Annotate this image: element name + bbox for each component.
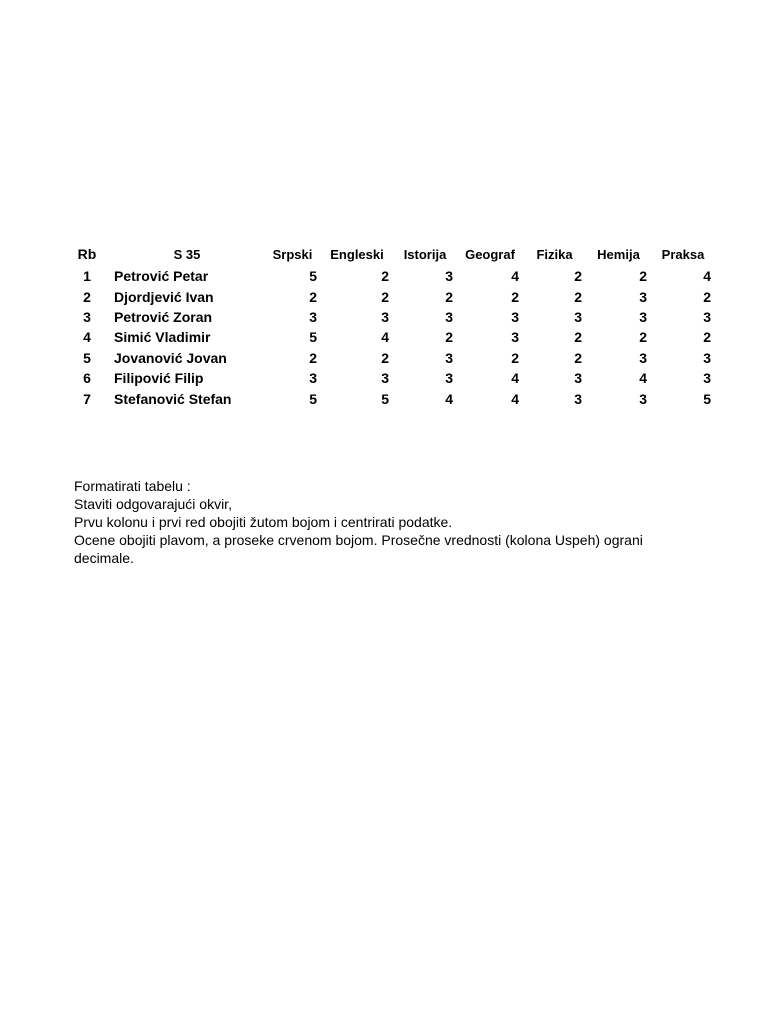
cell-grade-praksa[interactable]: 3 — [703, 349, 711, 366]
cell-grade-engleski[interactable]: 5 — [381, 390, 389, 407]
cell-grade-hemija[interactable]: 4 — [639, 370, 647, 387]
cell-grade-fizika[interactable]: 3 — [574, 390, 582, 407]
instruction-line: Prvu kolonu i prvi red obojiti žutom bojom i centrirati podatke. — [74, 514, 453, 530]
instruction-line: Ocene obojiti plavom, a proseke crvenom bojom. Prosečne vrednosti (kolona Uspeh) ograni — [74, 532, 643, 548]
cell-rb[interactable]: 2 — [83, 288, 91, 305]
table-row — [64, 307, 715, 327]
cell-grade-istorija[interactable]: 4 — [445, 390, 453, 407]
table-body — [64, 266, 715, 409]
cell-grade-srpski[interactable]: 5 — [309, 329, 317, 346]
table-row — [64, 388, 715, 408]
cell-grade-geograf[interactable]: 4 — [511, 268, 519, 285]
table-row — [64, 266, 715, 286]
cell-grade-istorija[interactable]: 2 — [445, 329, 453, 346]
cell-grade-istorija[interactable]: 3 — [445, 308, 453, 325]
cell-grade-hemija[interactable]: 2 — [639, 329, 647, 346]
cell-grade-srpski[interactable]: 3 — [309, 370, 317, 387]
table-row — [64, 327, 715, 347]
cell-grade-istorija[interactable]: 3 — [445, 268, 453, 285]
cell-grade-fizika[interactable]: 3 — [574, 370, 582, 387]
cell-grade-praksa[interactable]: 3 — [703, 308, 711, 325]
table-header — [64, 242, 715, 266]
cell-grade-fizika[interactable]: 2 — [574, 349, 582, 366]
cell-grade-istorija[interactable]: 3 — [445, 349, 453, 366]
header-subject-engleski[interactable]: Engleski — [330, 246, 384, 262]
cell-grade-engleski[interactable]: 3 — [381, 308, 389, 325]
cell-grade-fizika[interactable]: 2 — [574, 329, 582, 346]
cell-grade-praksa[interactable]: 4 — [703, 268, 711, 285]
header-class[interactable]: S 35 — [173, 246, 201, 262]
table-row — [64, 348, 715, 368]
cell-grade-engleski[interactable]: 3 — [381, 370, 389, 387]
cell-grade-geograf[interactable]: 2 — [511, 349, 519, 366]
instruction-line: decimale. — [74, 550, 134, 566]
cell-rb[interactable]: 3 — [83, 308, 91, 325]
instruction-line: Staviti odgovarajući okvir, — [74, 496, 232, 512]
header-subject-praksa[interactable]: Praksa — [661, 246, 705, 262]
header-subject-srpski[interactable]: Srpski — [272, 246, 313, 262]
cell-grade-srpski[interactable]: 5 — [309, 390, 317, 407]
cell-student-name[interactable]: Petrović Zoran — [114, 308, 213, 325]
cell-grade-geograf[interactable]: 4 — [511, 390, 519, 407]
header-subject-fizika[interactable]: Fizika — [536, 246, 573, 262]
cell-grade-geograf[interactable]: 3 — [511, 308, 519, 325]
cell-grade-srpski[interactable]: 2 — [309, 349, 317, 366]
cell-grade-fizika[interactable]: 3 — [574, 308, 582, 325]
cell-grade-istorija[interactable]: 2 — [445, 288, 453, 305]
instructions-text — [74, 477, 754, 567]
instruction-line: Formatirati tabelu : — [74, 478, 191, 494]
cell-grade-hemija[interactable]: 3 — [639, 390, 647, 407]
header-subject-istorija[interactable]: Istorija — [403, 246, 447, 262]
cell-student-name[interactable]: Jovanović Jovan — [114, 349, 227, 366]
grades-table — [64, 242, 715, 409]
header-subject-hemija[interactable]: Hemija — [597, 246, 640, 262]
cell-grade-istorija[interactable]: 3 — [445, 370, 453, 387]
cell-student-name[interactable]: Stefanović Stefan — [114, 390, 232, 407]
cell-grade-srpski[interactable]: 2 — [309, 288, 317, 305]
cell-student-name[interactable]: Djordjević Ivan — [114, 288, 214, 305]
cell-grade-fizika[interactable]: 2 — [574, 268, 582, 285]
cell-grade-hemija[interactable]: 3 — [639, 308, 647, 325]
cell-rb[interactable]: 6 — [83, 370, 91, 387]
cell-grade-praksa[interactable]: 2 — [703, 329, 711, 346]
cell-grade-fizika[interactable]: 2 — [574, 288, 582, 305]
cell-grade-engleski[interactable]: 2 — [381, 288, 389, 305]
cell-grade-praksa[interactable]: 2 — [703, 288, 711, 305]
cell-rb[interactable]: 7 — [83, 390, 91, 407]
cell-student-name[interactable]: Petrović Petar — [114, 268, 209, 285]
cell-grade-hemija[interactable]: 3 — [639, 288, 647, 305]
cell-rb[interactable]: 5 — [83, 349, 91, 366]
cell-grade-engleski[interactable]: 2 — [381, 349, 389, 366]
cell-grade-geograf[interactable]: 4 — [511, 370, 519, 387]
header-rb[interactable]: Rb — [77, 246, 97, 262]
cell-grade-srpski[interactable]: 3 — [309, 308, 317, 325]
cell-rb[interactable]: 4 — [83, 329, 91, 346]
cell-grade-geograf[interactable]: 3 — [511, 329, 519, 346]
header-subject-geograf[interactable]: Geograf — [465, 246, 515, 262]
header-row — [64, 242, 715, 266]
table-row — [64, 368, 715, 388]
table-row — [64, 286, 715, 306]
cell-grade-engleski[interactable]: 4 — [381, 329, 389, 346]
cell-grade-srpski[interactable]: 5 — [309, 268, 317, 285]
cell-grade-praksa[interactable]: 5 — [703, 390, 711, 407]
cell-grade-praksa[interactable]: 3 — [703, 370, 711, 387]
cell-grade-geograf[interactable]: 2 — [511, 288, 519, 305]
cell-rb[interactable]: 1 — [83, 268, 91, 285]
cell-grade-hemija[interactable]: 3 — [639, 349, 647, 366]
cell-student-name[interactable]: Filipović Filip — [114, 370, 204, 387]
cell-grade-hemija[interactable]: 2 — [639, 268, 647, 285]
cell-grade-engleski[interactable]: 2 — [381, 268, 389, 285]
cell-student-name[interactable]: Simić Vladimir — [114, 329, 211, 346]
